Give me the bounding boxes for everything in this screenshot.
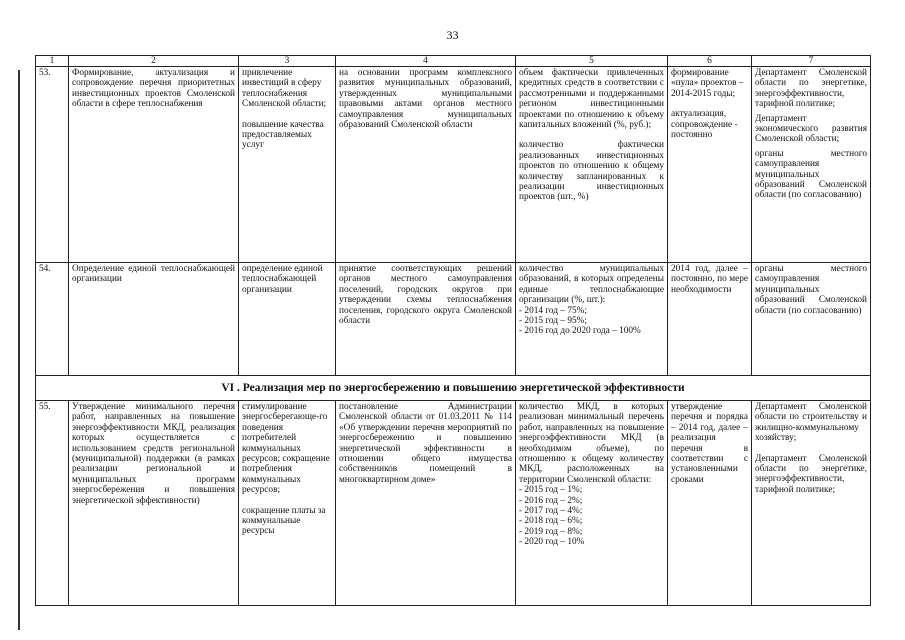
column-header: 7 [752, 56, 871, 67]
measure-name: Определение единой теплоснабжающей организации [69, 263, 239, 376]
column-number-row [36, 56, 871, 67]
indicator-item: количество фактически реализованных инвестиционных проектов по отношению к общему количеству запланированных к реализации инвестиционных проектов (шт., %) [519, 140, 664, 203]
column-header: 2 [69, 56, 239, 67]
measure-deadline: утверждение перечня и порядка – 2014 год, далее – реализация перечня в соответствии с установленными сроками [668, 401, 752, 606]
row-number: 53. [36, 67, 69, 263]
section-title: VI . Реализация мер по энергосбережению и повышению энергетической эффективности [36, 376, 871, 401]
measure-indicator [516, 67, 668, 263]
table-row [36, 263, 871, 376]
responsible-item: органы местного самоуправления муниципальных образований Смоленской области (по согласованию) [755, 148, 867, 201]
table-row [36, 401, 871, 606]
measure-goal: определение единой теплоснабжающей организации [239, 263, 336, 376]
measure-deadline [668, 67, 752, 263]
column-header: 4 [336, 56, 516, 67]
table-row [36, 67, 871, 263]
deadline-item: формирование «пула» проектов – 2014-2015 годы; [671, 68, 744, 99]
column-header: 1 [36, 56, 69, 67]
goal-item: привлечение инвестиций в сферу теплоснабжения Смоленской области; [242, 68, 327, 110]
deadline-item: актуализация, сопровождение - постоянно [671, 109, 738, 141]
column-header: 3 [239, 56, 336, 67]
scan-margin [0, 0, 6, 640]
measure-indicator: количество МКД, в которых реализован минимальный перечень работ, направленных на повышение энергоэффективности МКД (в необходимом объеме), по отношению к общему количеству МКД, расположенных на территории Смоленской области: - 2015 год – 1%; - 2016 год – 2%; - 2017 год – 4%; - 2018 год – 6%; - 2019 год – 8%; - 2020 год – 10% [516, 401, 668, 606]
goal-item: повышение качества предоставляемых услуг [242, 119, 324, 151]
measure-deadline: 2014 год, далее – постоянно, по мере необходимости [668, 263, 752, 376]
scan-edge-line [18, 70, 20, 630]
measure-basis: постановление Администрации Смоленской области от 01.03.2011 № 114 «Об утверждении перечня мероприятий по энергосбережению и повышению энергетической эффективности в отношении общего имущества собственников помещений в многоквартирном доме» [336, 401, 516, 606]
column-header: 5 [516, 56, 668, 67]
page-number: 33 [446, 28, 459, 42]
indicator-item: объем фактически привлеченных кредитных средств в соответствии с рассмотренными и поддержанными регионом инвестиционными проектами по отношению к объему капитальных вложений (%, руб.); [519, 68, 664, 131]
responsible-item: Департамент Смоленской области по энергетике, энергоэффективности, тарифной политике; [755, 453, 867, 495]
measure-name: Формирование, актуализация и сопровождение перечня приоритетных инвестиционных проектов Смоленской области в сфере теплоснабжения [69, 67, 239, 263]
row-number: 55. [36, 401, 69, 606]
measure-responsible: органы местного самоуправления муниципальных образований Смоленской области (по согласованию) [752, 263, 871, 376]
section-row [36, 376, 871, 401]
measure-goal [239, 401, 336, 606]
measures-table [35, 55, 871, 606]
measure-basis: принятие соответствующих решений органов местного самоуправления поселений, городских округов при утверждении схемы теплоснабжения поселения, городского округа Смоленской области [336, 263, 516, 376]
measure-goal [239, 67, 336, 263]
row-number: 54. [36, 263, 69, 376]
measure-indicator: количество муниципальных образований, в которых определены единые теплоснабжающие организации (%, шт.): - 2014 год – 75%; - 2015 год – 95%; - 2016 год до 2020 года – 100% [516, 263, 668, 376]
goal-item: стимулирование энергосберегающе-го поведения потребителей коммунальных ресурсов; сокращение потребления коммунальных ресурсов; [242, 402, 330, 496]
column-header: 6 [668, 56, 752, 67]
responsible-item: Департамент экономического развития Смоленской области; [755, 113, 867, 145]
goal-item: сокращение платы за коммунальные ресурсы [242, 505, 326, 537]
responsible-item: Департамент Смоленской области по строительству и жилищно-коммунальному хозяйству; [755, 402, 867, 444]
measure-responsible [752, 67, 871, 263]
measure-responsible [752, 401, 871, 606]
responsible-item: Департамент Смоленской области по энергетике, энергоэффективности, тарифной политике; [755, 68, 867, 110]
measure-basis: на основании программ комплексного развития муниципальных образований, утвержденных муниципальными правовыми актами органов местного самоуправления муниципальных образований Смоленской области [336, 67, 516, 263]
measure-name: Утверждение минимального перечня работ, направленных на повышение энергоэффективности МКД, реализация которых осуществляется с использованием средств региональной (муниципальной) поддержки (в рамках реализации региональной и муниципальных программ энергосбережения и повышения энергетической эффективности) [69, 401, 239, 606]
